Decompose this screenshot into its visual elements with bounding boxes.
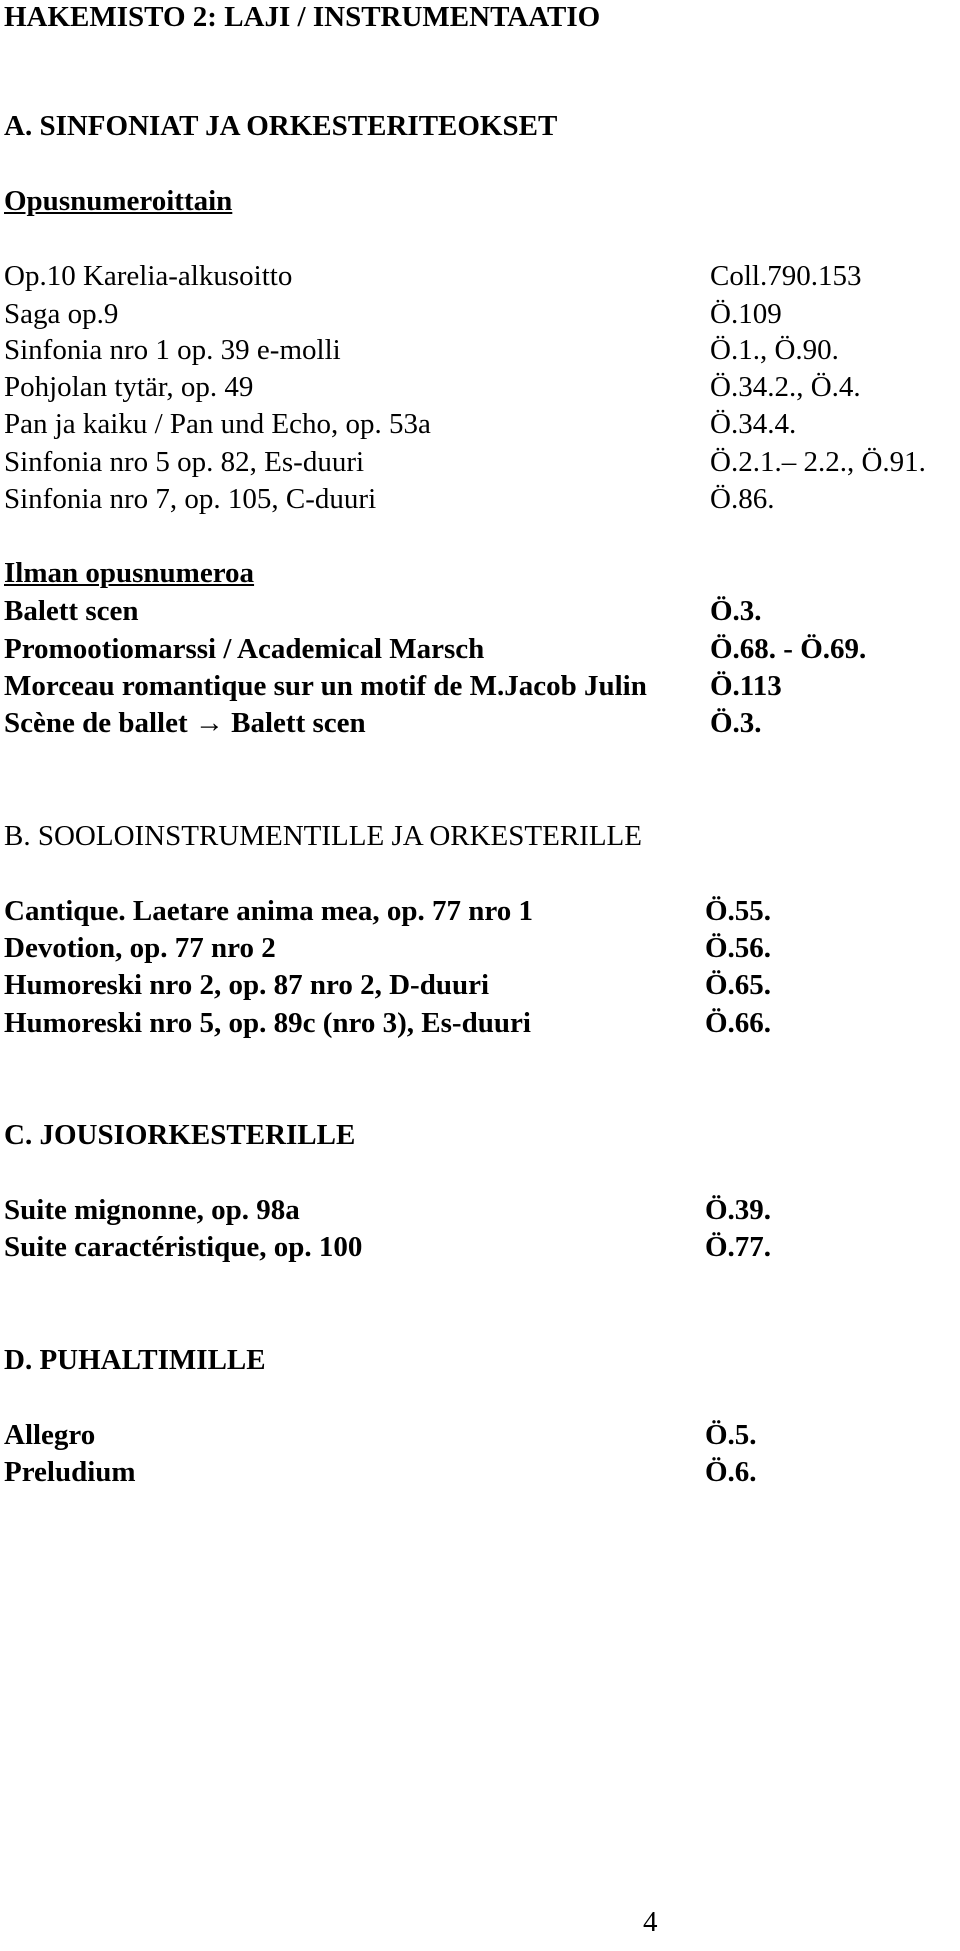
list-item: [4, 407, 944, 441]
list-item: [4, 1230, 944, 1264]
section-a-subheading-no-opus: Ilman opusnumeroa: [4, 557, 255, 589]
section-c-heading: C. JOUSIORKESTERILLE: [4, 1119, 356, 1151]
list-item: [4, 1006, 944, 1040]
item-title: Preludium: [4, 1456, 136, 1488]
list-item: [4, 1455, 944, 1489]
list-item: [4, 333, 944, 367]
item-title: Cantique. Laetare anima mea, op. 77 nro 1: [4, 895, 533, 927]
item-ref: Ö.3.: [710, 707, 762, 739]
item-ref: Ö.34.4.: [710, 408, 797, 440]
item-ref: Ö.6.: [705, 1456, 757, 1488]
item-ref: Ö.66.: [705, 1007, 772, 1039]
item-ref: Ö.1., Ö.90.: [710, 334, 839, 366]
list-item: [4, 706, 944, 740]
list-item: [4, 968, 944, 1002]
list-item: [4, 1418, 944, 1452]
item-ref: Ö.3.: [710, 595, 762, 627]
item-title: Balett scen: [4, 595, 139, 627]
item-ref: Coll.790.153: [710, 260, 862, 292]
item-ref: Ö.113: [710, 670, 782, 702]
item-ref: Ö.77.: [705, 1231, 772, 1263]
item-ref: Ö.109: [710, 298, 782, 330]
item-ref: Ö.5.: [705, 1419, 757, 1451]
item-title: Pan ja kaiku / Pan und Echo, op. 53a: [4, 408, 431, 440]
item-title: Allegro: [4, 1419, 96, 1451]
list-item: [4, 931, 944, 965]
item-title: Devotion, op. 77 nro 2: [4, 932, 276, 964]
list-item: [4, 669, 944, 703]
item-ref: Ö.65.: [705, 969, 772, 1001]
list-item: [4, 632, 944, 666]
item-title: Pohjolan tytär, op. 49: [4, 371, 254, 403]
item-title: Promootiomarssi / Academical Marsch: [4, 633, 485, 665]
item-title: Op.10 Karelia-alkusoitto: [4, 260, 293, 292]
section-d-heading: D. PUHALTIMILLE: [4, 1344, 266, 1376]
list-item: [4, 894, 944, 928]
list-item: [4, 259, 944, 293]
section-b-heading: B. SOOLOINSTRUMENTILLE JA ORKESTERILLE: [4, 820, 642, 852]
list-item: [4, 482, 944, 516]
page-number: 4: [643, 1906, 658, 1938]
list-item: [4, 297, 944, 331]
item-title: Saga op.9: [4, 298, 119, 330]
item-ref: Ö.55.: [705, 895, 772, 927]
item-title: Suite mignonne, op. 98a: [4, 1194, 300, 1226]
item-ref: Ö.2.1.– 2.2., Ö.91.: [710, 446, 926, 478]
item-title: Morceau romantique sur un motif de M.Jacob Julin: [4, 670, 647, 702]
section-a-subheading-opus: Opusnumeroittain: [4, 185, 233, 217]
item-title: Sinfonia nro 1 op. 39 e-molli: [4, 334, 341, 366]
list-item: [4, 1193, 944, 1227]
section-a-heading: A. SINFONIAT JA ORKESTERITEOKSET: [4, 110, 558, 142]
item-title: Humoreski nro 5, op. 89c (nro 3), Es-duuri: [4, 1007, 531, 1039]
list-item: [4, 445, 944, 479]
item-ref: Ö.34.2., Ö.4.: [710, 371, 861, 403]
item-title: Humoreski nro 2, op. 87 nro 2, D-duuri: [4, 969, 490, 1001]
item-title: Suite caractéristique, op. 100: [4, 1231, 363, 1263]
item-ref: Ö.39.: [705, 1194, 772, 1226]
document-title: HAKEMISTO 2: LAJI / INSTRUMENTAATIO: [4, 1, 601, 33]
item-ref: Ö.68. - Ö.69.: [710, 633, 867, 665]
list-item: [4, 594, 944, 628]
item-title: Sinfonia nro 7, op. 105, C-duuri: [4, 483, 377, 515]
item-title: Scène de ballet → Balett scen: [4, 707, 366, 739]
item-ref: Ö.86.: [710, 483, 775, 515]
item-ref: Ö.56.: [705, 932, 772, 964]
list-item: [4, 370, 944, 404]
item-title: Sinfonia nro 5 op. 82, Es-duuri: [4, 446, 365, 478]
